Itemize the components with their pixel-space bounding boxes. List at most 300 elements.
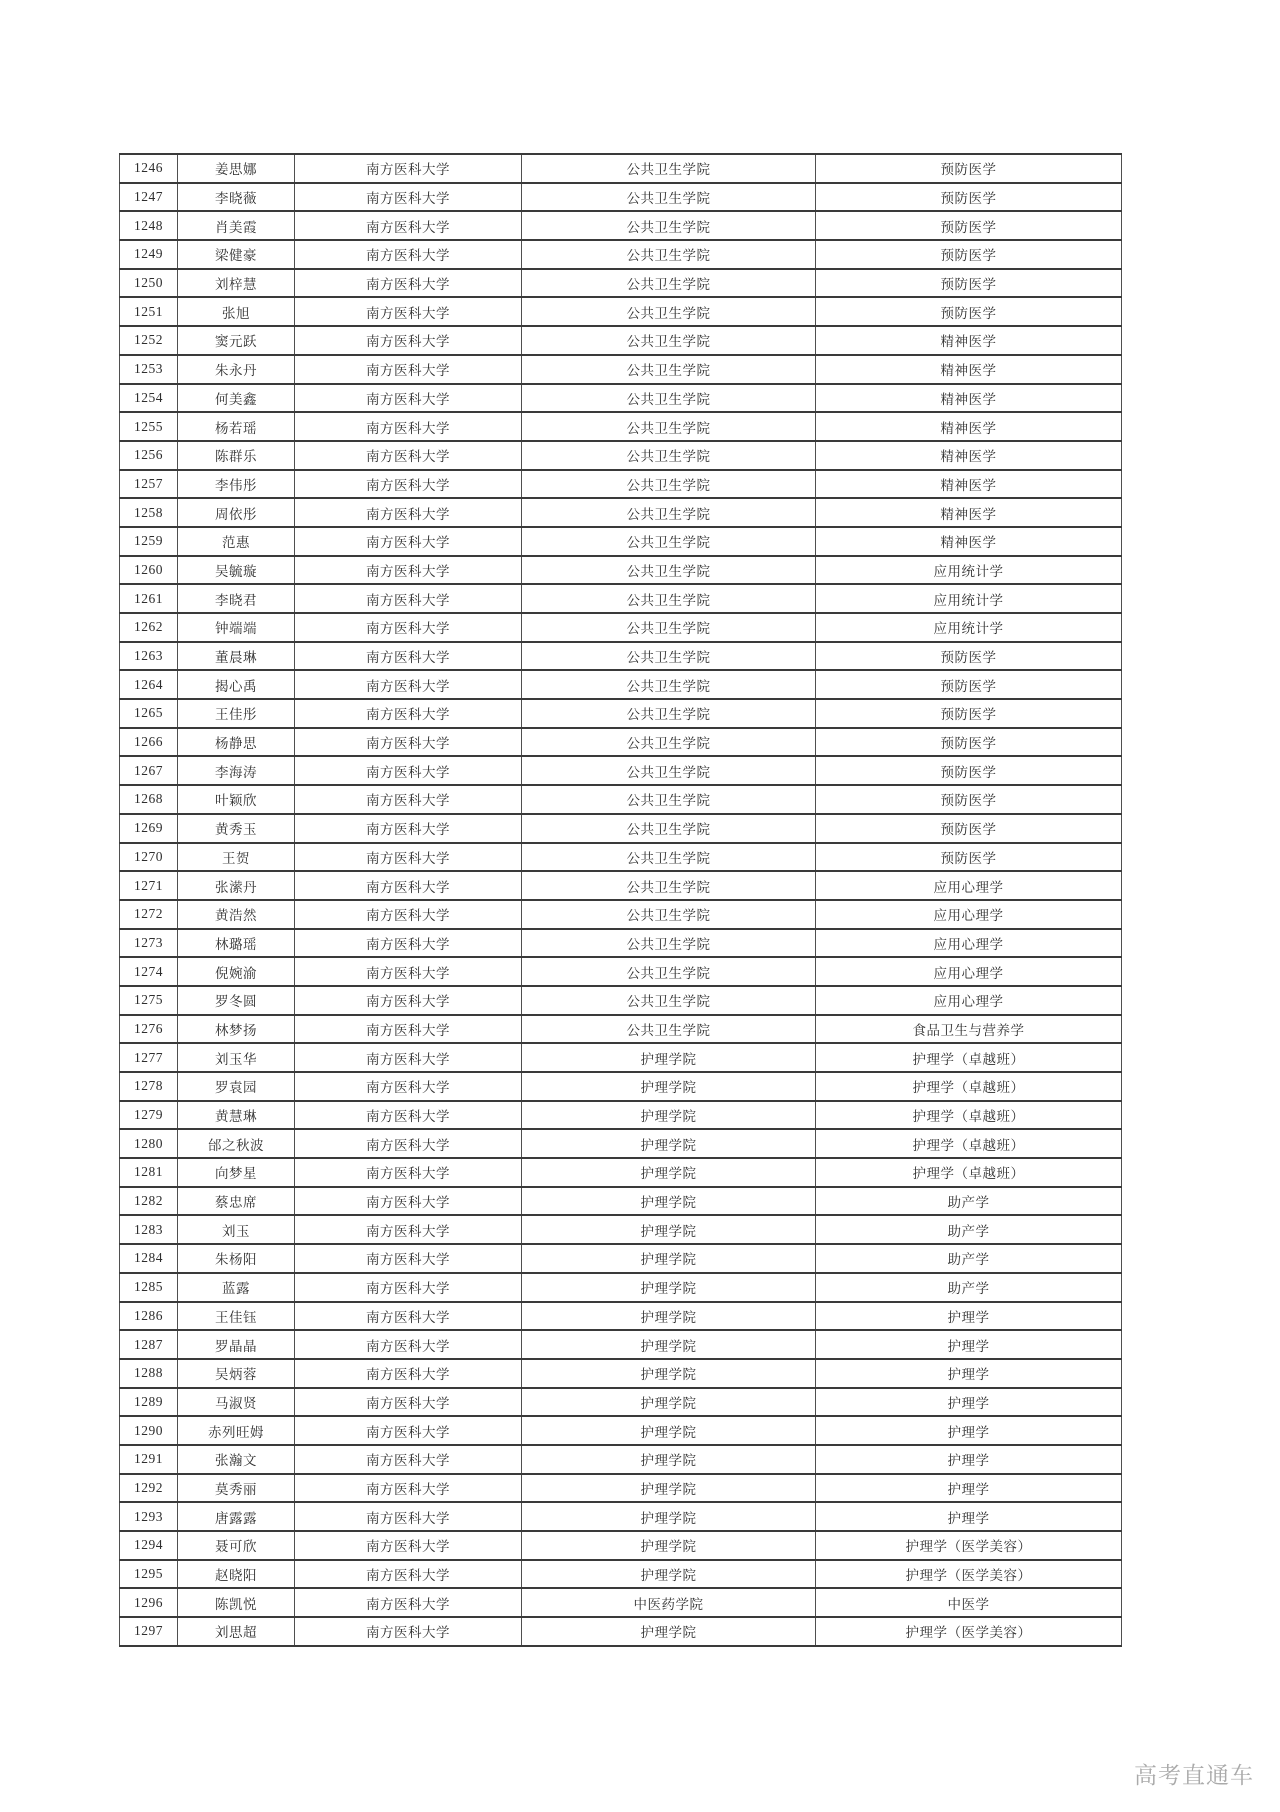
cell-index: 1279 <box>120 1101 178 1130</box>
cell-university: 南方医科大学 <box>295 154 522 183</box>
cell-university: 南方医科大学 <box>295 986 522 1015</box>
cell-university: 南方医科大学 <box>295 183 522 212</box>
cell-major: 护理学（卓越班） <box>816 1043 1122 1072</box>
cell-index: 1283 <box>120 1215 178 1244</box>
cell-university: 南方医科大学 <box>295 756 522 785</box>
cell-index: 1266 <box>120 728 178 757</box>
cell-college: 公共卫生学院 <box>522 670 816 699</box>
cell-index: 1254 <box>120 384 178 413</box>
cell-major: 预防医学 <box>816 269 1122 298</box>
table-row <box>120 843 1122 872</box>
cell-university: 南方医科大学 <box>295 1273 522 1302</box>
table-row <box>120 470 1122 499</box>
cell-college: 护理学院 <box>522 1445 816 1474</box>
table-row <box>120 297 1122 326</box>
cell-index: 1275 <box>120 986 178 1015</box>
cell-name: 李海涛 <box>178 756 295 785</box>
cell-name: 刘玉华 <box>178 1043 295 1072</box>
cell-index: 1265 <box>120 699 178 728</box>
cell-university: 南方医科大学 <box>295 384 522 413</box>
cell-university: 南方医科大学 <box>295 871 522 900</box>
cell-major: 精神医学 <box>816 326 1122 355</box>
cell-name: 罗袁园 <box>178 1072 295 1101</box>
cell-name: 杨静思 <box>178 728 295 757</box>
table-row <box>120 1502 1122 1531</box>
table-row <box>120 871 1122 900</box>
cell-index: 1270 <box>120 843 178 872</box>
cell-index: 1246 <box>120 154 178 183</box>
table-row <box>120 1359 1122 1388</box>
cell-college: 护理学院 <box>522 1187 816 1216</box>
cell-index: 1278 <box>120 1072 178 1101</box>
cell-college: 公共卫生学院 <box>522 527 816 556</box>
cell-index: 1296 <box>120 1588 178 1617</box>
cell-university: 南方医科大学 <box>295 1072 522 1101</box>
cell-college: 公共卫生学院 <box>522 297 816 326</box>
table-row <box>120 154 1122 183</box>
cell-name: 林梦扬 <box>178 1015 295 1044</box>
cell-college: 公共卫生学院 <box>522 1015 816 1044</box>
table-row <box>120 756 1122 785</box>
table-row <box>120 1101 1122 1130</box>
cell-college: 公共卫生学院 <box>522 556 816 585</box>
cell-university: 南方医科大学 <box>295 1158 522 1187</box>
cell-college: 公共卫生学院 <box>522 843 816 872</box>
cell-index: 1261 <box>120 584 178 613</box>
cell-college: 护理学院 <box>522 1531 816 1560</box>
cell-index: 1284 <box>120 1244 178 1273</box>
cell-major: 中医学 <box>816 1588 1122 1617</box>
cell-college: 公共卫生学院 <box>522 871 816 900</box>
table-row <box>120 384 1122 413</box>
cell-university: 南方医科大学 <box>295 269 522 298</box>
table-row <box>120 1560 1122 1589</box>
cell-major: 预防医学 <box>816 211 1122 240</box>
cell-name: 刘梓慧 <box>178 269 295 298</box>
table-row <box>120 957 1122 986</box>
cell-university: 南方医科大学 <box>295 957 522 986</box>
cell-college: 公共卫生学院 <box>522 269 816 298</box>
cell-name: 钟端端 <box>178 613 295 642</box>
table-row <box>120 1273 1122 1302</box>
cell-college: 护理学院 <box>522 1302 816 1331</box>
cell-index: 1273 <box>120 929 178 958</box>
cell-index: 1290 <box>120 1416 178 1445</box>
cell-university: 南方医科大学 <box>295 1531 522 1560</box>
cell-university: 南方医科大学 <box>295 1416 522 1445</box>
table-row <box>120 1129 1122 1158</box>
cell-college: 公共卫生学院 <box>522 900 816 929</box>
cell-university: 南方医科大学 <box>295 470 522 499</box>
table-row <box>120 1588 1122 1617</box>
table-row <box>120 1474 1122 1503</box>
cell-major: 精神医学 <box>816 412 1122 441</box>
cell-major: 护理学 <box>816 1502 1122 1531</box>
cell-major: 预防医学 <box>816 154 1122 183</box>
cell-name: 黄秀玉 <box>178 814 295 843</box>
cell-name: 赤列旺姆 <box>178 1416 295 1445</box>
cell-major: 护理学（医学美容） <box>816 1560 1122 1589</box>
cell-university: 南方医科大学 <box>295 1302 522 1331</box>
table-row <box>120 326 1122 355</box>
cell-index: 1289 <box>120 1388 178 1417</box>
cell-university: 南方医科大学 <box>295 1101 522 1130</box>
cell-name: 陈凯悦 <box>178 1588 295 1617</box>
cell-index: 1251 <box>120 297 178 326</box>
cell-university: 南方医科大学 <box>295 929 522 958</box>
cell-index: 1253 <box>120 355 178 384</box>
cell-college: 公共卫生学院 <box>522 986 816 1015</box>
cell-major: 预防医学 <box>816 240 1122 269</box>
cell-name: 揭心禹 <box>178 670 295 699</box>
cell-index: 1276 <box>120 1015 178 1044</box>
cell-college: 护理学院 <box>522 1359 816 1388</box>
cell-major: 护理学 <box>816 1445 1122 1474</box>
cell-index: 1267 <box>120 756 178 785</box>
cell-university: 南方医科大学 <box>295 1015 522 1044</box>
cell-index: 1248 <box>120 211 178 240</box>
cell-college: 公共卫生学院 <box>522 728 816 757</box>
table-row <box>120 441 1122 470</box>
table-row <box>120 814 1122 843</box>
cell-name: 董晨琳 <box>178 642 295 671</box>
cell-major: 应用心理学 <box>816 900 1122 929</box>
cell-college: 公共卫生学院 <box>522 814 816 843</box>
cell-name: 李晓君 <box>178 584 295 613</box>
cell-major: 护理学 <box>816 1388 1122 1417</box>
cell-name: 唐露露 <box>178 1502 295 1531</box>
cell-major: 助产学 <box>816 1244 1122 1273</box>
cell-name: 蓝露 <box>178 1273 295 1302</box>
cell-major: 护理学（卓越班） <box>816 1072 1122 1101</box>
cell-name: 吴炳蓉 <box>178 1359 295 1388</box>
cell-major: 助产学 <box>816 1273 1122 1302</box>
cell-major: 预防医学 <box>816 642 1122 671</box>
cell-index: 1272 <box>120 900 178 929</box>
cell-university: 南方医科大学 <box>295 211 522 240</box>
cell-college: 公共卫生学院 <box>522 756 816 785</box>
cell-college: 公共卫生学院 <box>522 154 816 183</box>
table-row <box>120 498 1122 527</box>
cell-university: 南方医科大学 <box>295 1502 522 1531</box>
cell-university: 南方医科大学 <box>295 498 522 527</box>
table-row <box>120 1015 1122 1044</box>
cell-college: 护理学院 <box>522 1158 816 1187</box>
cell-university: 南方医科大学 <box>295 441 522 470</box>
cell-index: 1269 <box>120 814 178 843</box>
cell-name: 莫秀丽 <box>178 1474 295 1503</box>
cell-name: 赵晓阳 <box>178 1560 295 1589</box>
cell-major: 护理学 <box>816 1474 1122 1503</box>
cell-college: 公共卫生学院 <box>522 699 816 728</box>
cell-university: 南方医科大学 <box>295 1388 522 1417</box>
cell-name: 蔡忠席 <box>178 1187 295 1216</box>
table-row <box>120 670 1122 699</box>
table-row <box>120 1158 1122 1187</box>
cell-college: 护理学院 <box>522 1273 816 1302</box>
table-row <box>120 412 1122 441</box>
cell-index: 1292 <box>120 1474 178 1503</box>
cell-name: 肖美霞 <box>178 211 295 240</box>
cell-major: 应用心理学 <box>816 929 1122 958</box>
table-row <box>120 929 1122 958</box>
table-row <box>120 900 1122 929</box>
cell-university: 南方医科大学 <box>295 584 522 613</box>
cell-university: 南方医科大学 <box>295 1359 522 1388</box>
cell-name: 张旭 <box>178 297 295 326</box>
cell-college: 公共卫生学院 <box>522 412 816 441</box>
cell-university: 南方医科大学 <box>295 699 522 728</box>
cell-major: 助产学 <box>816 1215 1122 1244</box>
cell-major: 护理学（医学美容） <box>816 1531 1122 1560</box>
cell-name: 黄慧琳 <box>178 1101 295 1130</box>
cell-name: 吴毓璇 <box>178 556 295 585</box>
cell-major: 精神医学 <box>816 527 1122 556</box>
cell-university: 南方医科大学 <box>295 785 522 814</box>
cell-name: 刘玉 <box>178 1215 295 1244</box>
cell-college: 公共卫生学院 <box>522 470 816 499</box>
cell-name: 陈群乐 <box>178 441 295 470</box>
cell-name: 林璐瑶 <box>178 929 295 958</box>
cell-name: 杨若瑶 <box>178 412 295 441</box>
cell-college: 公共卫生学院 <box>522 929 816 958</box>
cell-name: 姜思娜 <box>178 154 295 183</box>
cell-university: 南方医科大学 <box>295 1129 522 1158</box>
table-row <box>120 240 1122 269</box>
cell-name: 张瀚文 <box>178 1445 295 1474</box>
cell-major: 精神医学 <box>816 498 1122 527</box>
student-roster-table <box>119 153 1122 1647</box>
cell-college: 护理学院 <box>522 1215 816 1244</box>
table-row <box>120 1445 1122 1474</box>
cell-university: 南方医科大学 <box>295 355 522 384</box>
table-row <box>120 183 1122 212</box>
cell-name: 罗冬圆 <box>178 986 295 1015</box>
cell-index: 1271 <box>120 871 178 900</box>
cell-index: 1277 <box>120 1043 178 1072</box>
cell-major: 护理学 <box>816 1359 1122 1388</box>
cell-index: 1247 <box>120 183 178 212</box>
table-row <box>120 728 1122 757</box>
cell-college: 公共卫生学院 <box>522 441 816 470</box>
cell-index: 1288 <box>120 1359 178 1388</box>
cell-university: 南方医科大学 <box>295 1588 522 1617</box>
table-row <box>120 556 1122 585</box>
cell-university: 南方医科大学 <box>295 240 522 269</box>
watermark-text: 高考直通车 <box>1134 1762 1254 1788</box>
table-row <box>120 699 1122 728</box>
cell-college: 公共卫生学院 <box>522 384 816 413</box>
table-row <box>120 584 1122 613</box>
table-row <box>120 1187 1122 1216</box>
cell-index: 1282 <box>120 1187 178 1216</box>
cell-major: 应用统计学 <box>816 556 1122 585</box>
cell-major: 护理学 <box>816 1302 1122 1331</box>
cell-college: 护理学院 <box>522 1330 816 1359</box>
cell-index: 1295 <box>120 1560 178 1589</box>
cell-university: 南方医科大学 <box>295 1474 522 1503</box>
cell-index: 1286 <box>120 1302 178 1331</box>
table-row <box>120 785 1122 814</box>
table-row <box>120 1072 1122 1101</box>
cell-college: 公共卫生学院 <box>522 584 816 613</box>
cell-university: 南方医科大学 <box>295 1330 522 1359</box>
cell-name: 李伟彤 <box>178 470 295 499</box>
cell-index: 1293 <box>120 1502 178 1531</box>
cell-name: 邰之秋波 <box>178 1129 295 1158</box>
cell-index: 1260 <box>120 556 178 585</box>
cell-name: 聂可欣 <box>178 1531 295 1560</box>
cell-college: 公共卫生学院 <box>522 326 816 355</box>
cell-university: 南方医科大学 <box>295 1215 522 1244</box>
cell-major: 预防医学 <box>816 785 1122 814</box>
cell-name: 朱杨阳 <box>178 1244 295 1273</box>
table-row <box>120 1244 1122 1273</box>
cell-major: 精神医学 <box>816 355 1122 384</box>
cell-index: 1262 <box>120 613 178 642</box>
cell-major: 应用统计学 <box>816 613 1122 642</box>
cell-name: 王佳彤 <box>178 699 295 728</box>
cell-major: 精神医学 <box>816 384 1122 413</box>
cell-college: 公共卫生学院 <box>522 211 816 240</box>
cell-major: 预防医学 <box>816 728 1122 757</box>
cell-college: 公共卫生学院 <box>522 785 816 814</box>
cell-index: 1263 <box>120 642 178 671</box>
roster-body <box>120 154 1122 1646</box>
cell-major: 预防医学 <box>816 297 1122 326</box>
cell-college: 公共卫生学院 <box>522 355 816 384</box>
cell-university: 南方医科大学 <box>295 900 522 929</box>
cell-major: 护理学（医学美容） <box>816 1617 1122 1646</box>
cell-college: 中医药学院 <box>522 1588 816 1617</box>
cell-index: 1259 <box>120 527 178 556</box>
table-row <box>120 1302 1122 1331</box>
cell-university: 南方医科大学 <box>295 527 522 556</box>
cell-university: 南方医科大学 <box>295 642 522 671</box>
cell-college: 护理学院 <box>522 1043 816 1072</box>
cell-name: 窦元跃 <box>178 326 295 355</box>
cell-college: 护理学院 <box>522 1129 816 1158</box>
table-row <box>120 1215 1122 1244</box>
cell-name: 王佳钰 <box>178 1302 295 1331</box>
cell-university: 南方医科大学 <box>295 1187 522 1216</box>
cell-university: 南方医科大学 <box>295 326 522 355</box>
cell-university: 南方医科大学 <box>295 728 522 757</box>
cell-university: 南方医科大学 <box>295 297 522 326</box>
cell-index: 1264 <box>120 670 178 699</box>
cell-major: 护理学 <box>816 1330 1122 1359</box>
table-row <box>120 269 1122 298</box>
cell-college: 护理学院 <box>522 1617 816 1646</box>
cell-major: 预防医学 <box>816 699 1122 728</box>
cell-major: 精神医学 <box>816 470 1122 499</box>
cell-college: 护理学院 <box>522 1502 816 1531</box>
cell-index: 1252 <box>120 326 178 355</box>
cell-college: 公共卫生学院 <box>522 642 816 671</box>
cell-college: 公共卫生学院 <box>522 498 816 527</box>
cell-name: 范惠 <box>178 527 295 556</box>
cell-major: 预防医学 <box>816 756 1122 785</box>
cell-major: 护理学（卓越班） <box>816 1101 1122 1130</box>
cell-index: 1287 <box>120 1330 178 1359</box>
table-row <box>120 355 1122 384</box>
cell-name: 李晓薇 <box>178 183 295 212</box>
table-row <box>120 1617 1122 1646</box>
cell-name: 叶颖欣 <box>178 785 295 814</box>
cell-major: 护理学 <box>816 1416 1122 1445</box>
cell-college: 公共卫生学院 <box>522 183 816 212</box>
table-row <box>120 642 1122 671</box>
cell-name: 王贺 <box>178 843 295 872</box>
cell-major: 应用统计学 <box>816 584 1122 613</box>
cell-university: 南方医科大学 <box>295 1244 522 1273</box>
cell-index: 1268 <box>120 785 178 814</box>
cell-university: 南方医科大学 <box>295 1043 522 1072</box>
cell-name: 黄浩然 <box>178 900 295 929</box>
table-row <box>120 211 1122 240</box>
cell-name: 何美鑫 <box>178 384 295 413</box>
cell-name: 刘思超 <box>178 1617 295 1646</box>
cell-major: 预防医学 <box>816 183 1122 212</box>
table-row <box>120 1388 1122 1417</box>
table-row <box>120 986 1122 1015</box>
cell-university: 南方医科大学 <box>295 1560 522 1589</box>
cell-index: 1257 <box>120 470 178 499</box>
cell-major: 护理学（卓越班） <box>816 1129 1122 1158</box>
cell-name: 朱永丹 <box>178 355 295 384</box>
cell-major: 护理学（卓越班） <box>816 1158 1122 1187</box>
cell-major: 精神医学 <box>816 441 1122 470</box>
cell-university: 南方医科大学 <box>295 412 522 441</box>
cell-university: 南方医科大学 <box>295 814 522 843</box>
cell-index: 1255 <box>120 412 178 441</box>
cell-college: 护理学院 <box>522 1101 816 1130</box>
cell-index: 1291 <box>120 1445 178 1474</box>
cell-college: 护理学院 <box>522 1416 816 1445</box>
cell-university: 南方医科大学 <box>295 613 522 642</box>
cell-index: 1250 <box>120 269 178 298</box>
table-row <box>120 1330 1122 1359</box>
cell-university: 南方医科大学 <box>295 556 522 585</box>
cell-index: 1256 <box>120 441 178 470</box>
cell-index: 1281 <box>120 1158 178 1187</box>
cell-university: 南方医科大学 <box>295 670 522 699</box>
cell-name: 马淑贤 <box>178 1388 295 1417</box>
cell-university: 南方医科大学 <box>295 843 522 872</box>
cell-major: 预防医学 <box>816 670 1122 699</box>
cell-college: 护理学院 <box>522 1474 816 1503</box>
cell-name: 张潆丹 <box>178 871 295 900</box>
cell-college: 护理学院 <box>522 1560 816 1589</box>
table-row <box>120 527 1122 556</box>
cell-college: 护理学院 <box>522 1072 816 1101</box>
cell-name: 周依彤 <box>178 498 295 527</box>
cell-name: 梁健豪 <box>178 240 295 269</box>
table-row <box>120 1531 1122 1560</box>
cell-college: 护理学院 <box>522 1388 816 1417</box>
cell-major: 食品卫生与营养学 <box>816 1015 1122 1044</box>
table-row <box>120 1416 1122 1445</box>
cell-major: 助产学 <box>816 1187 1122 1216</box>
cell-major: 应用心理学 <box>816 957 1122 986</box>
cell-index: 1258 <box>120 498 178 527</box>
cell-university: 南方医科大学 <box>295 1617 522 1646</box>
cell-major: 预防医学 <box>816 814 1122 843</box>
cell-name: 向梦星 <box>178 1158 295 1187</box>
cell-index: 1294 <box>120 1531 178 1560</box>
cell-major: 应用心理学 <box>816 871 1122 900</box>
cell-index: 1285 <box>120 1273 178 1302</box>
